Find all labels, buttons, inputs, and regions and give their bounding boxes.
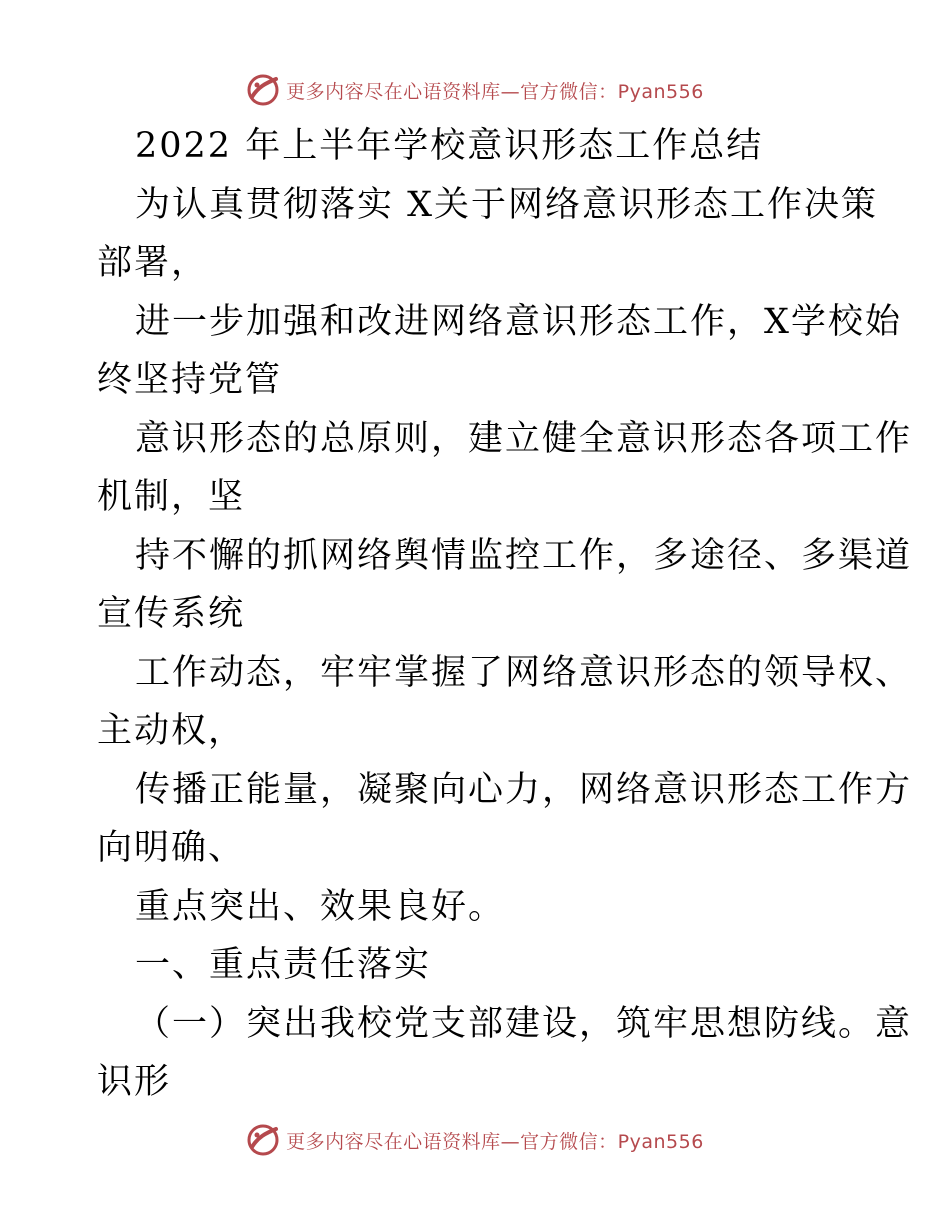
paragraph-line: 主动权， xyxy=(97,711,246,751)
paragraph-line: 机制，坚 xyxy=(97,477,246,517)
paragraph-line: 为认真贯彻落实 X关于网络意识形态工作决策 xyxy=(135,184,879,225)
paragraph-line: 识形 xyxy=(97,1062,172,1102)
document-body xyxy=(97,117,913,1112)
watermark-text: 更多内容尽在心语资料库—官方微信：Pyan556 xyxy=(286,1130,704,1153)
subsection-heading-line: （一）突出我校党支部建设，筑牢思想防线。意 xyxy=(135,1003,913,1044)
red-seal-logo-icon xyxy=(246,73,280,107)
paragraph-line: 工作动态，牢牢掌握了网络意识形态的领导权、 xyxy=(135,652,913,693)
paragraph-line: 部署， xyxy=(97,243,209,283)
footer-watermark xyxy=(0,1120,950,1160)
paragraph-line: 向明确、 xyxy=(97,828,246,868)
document-title: 2022 年上半年学校意识形态工作总结 xyxy=(135,126,764,166)
section-heading: 一、重点责任落实 xyxy=(135,945,432,985)
paragraph-line: 意识形态的总原则，建立健全意识形态各项工作 xyxy=(135,418,913,459)
red-seal-logo-icon xyxy=(246,1123,280,1157)
paragraph-line: 宣传系统 xyxy=(97,594,246,634)
paragraph-line: 进一步加强和改进网络意识形态工作，X学校始 xyxy=(135,301,902,342)
paragraph-line: 传播正能量，凝聚向心力，网络意识形态工作方 xyxy=(135,769,913,810)
watermark-text: 更多内容尽在心语资料库—官方微信：Pyan556 xyxy=(286,80,704,103)
paragraph-line: 终坚持党管 xyxy=(97,360,283,400)
paragraph-line: 重点突出、效果良好。 xyxy=(135,886,506,927)
header-watermark xyxy=(0,70,950,110)
paragraph-line: 持不懈的抓网络舆情监控工作，多途径、多渠道 xyxy=(135,535,913,576)
